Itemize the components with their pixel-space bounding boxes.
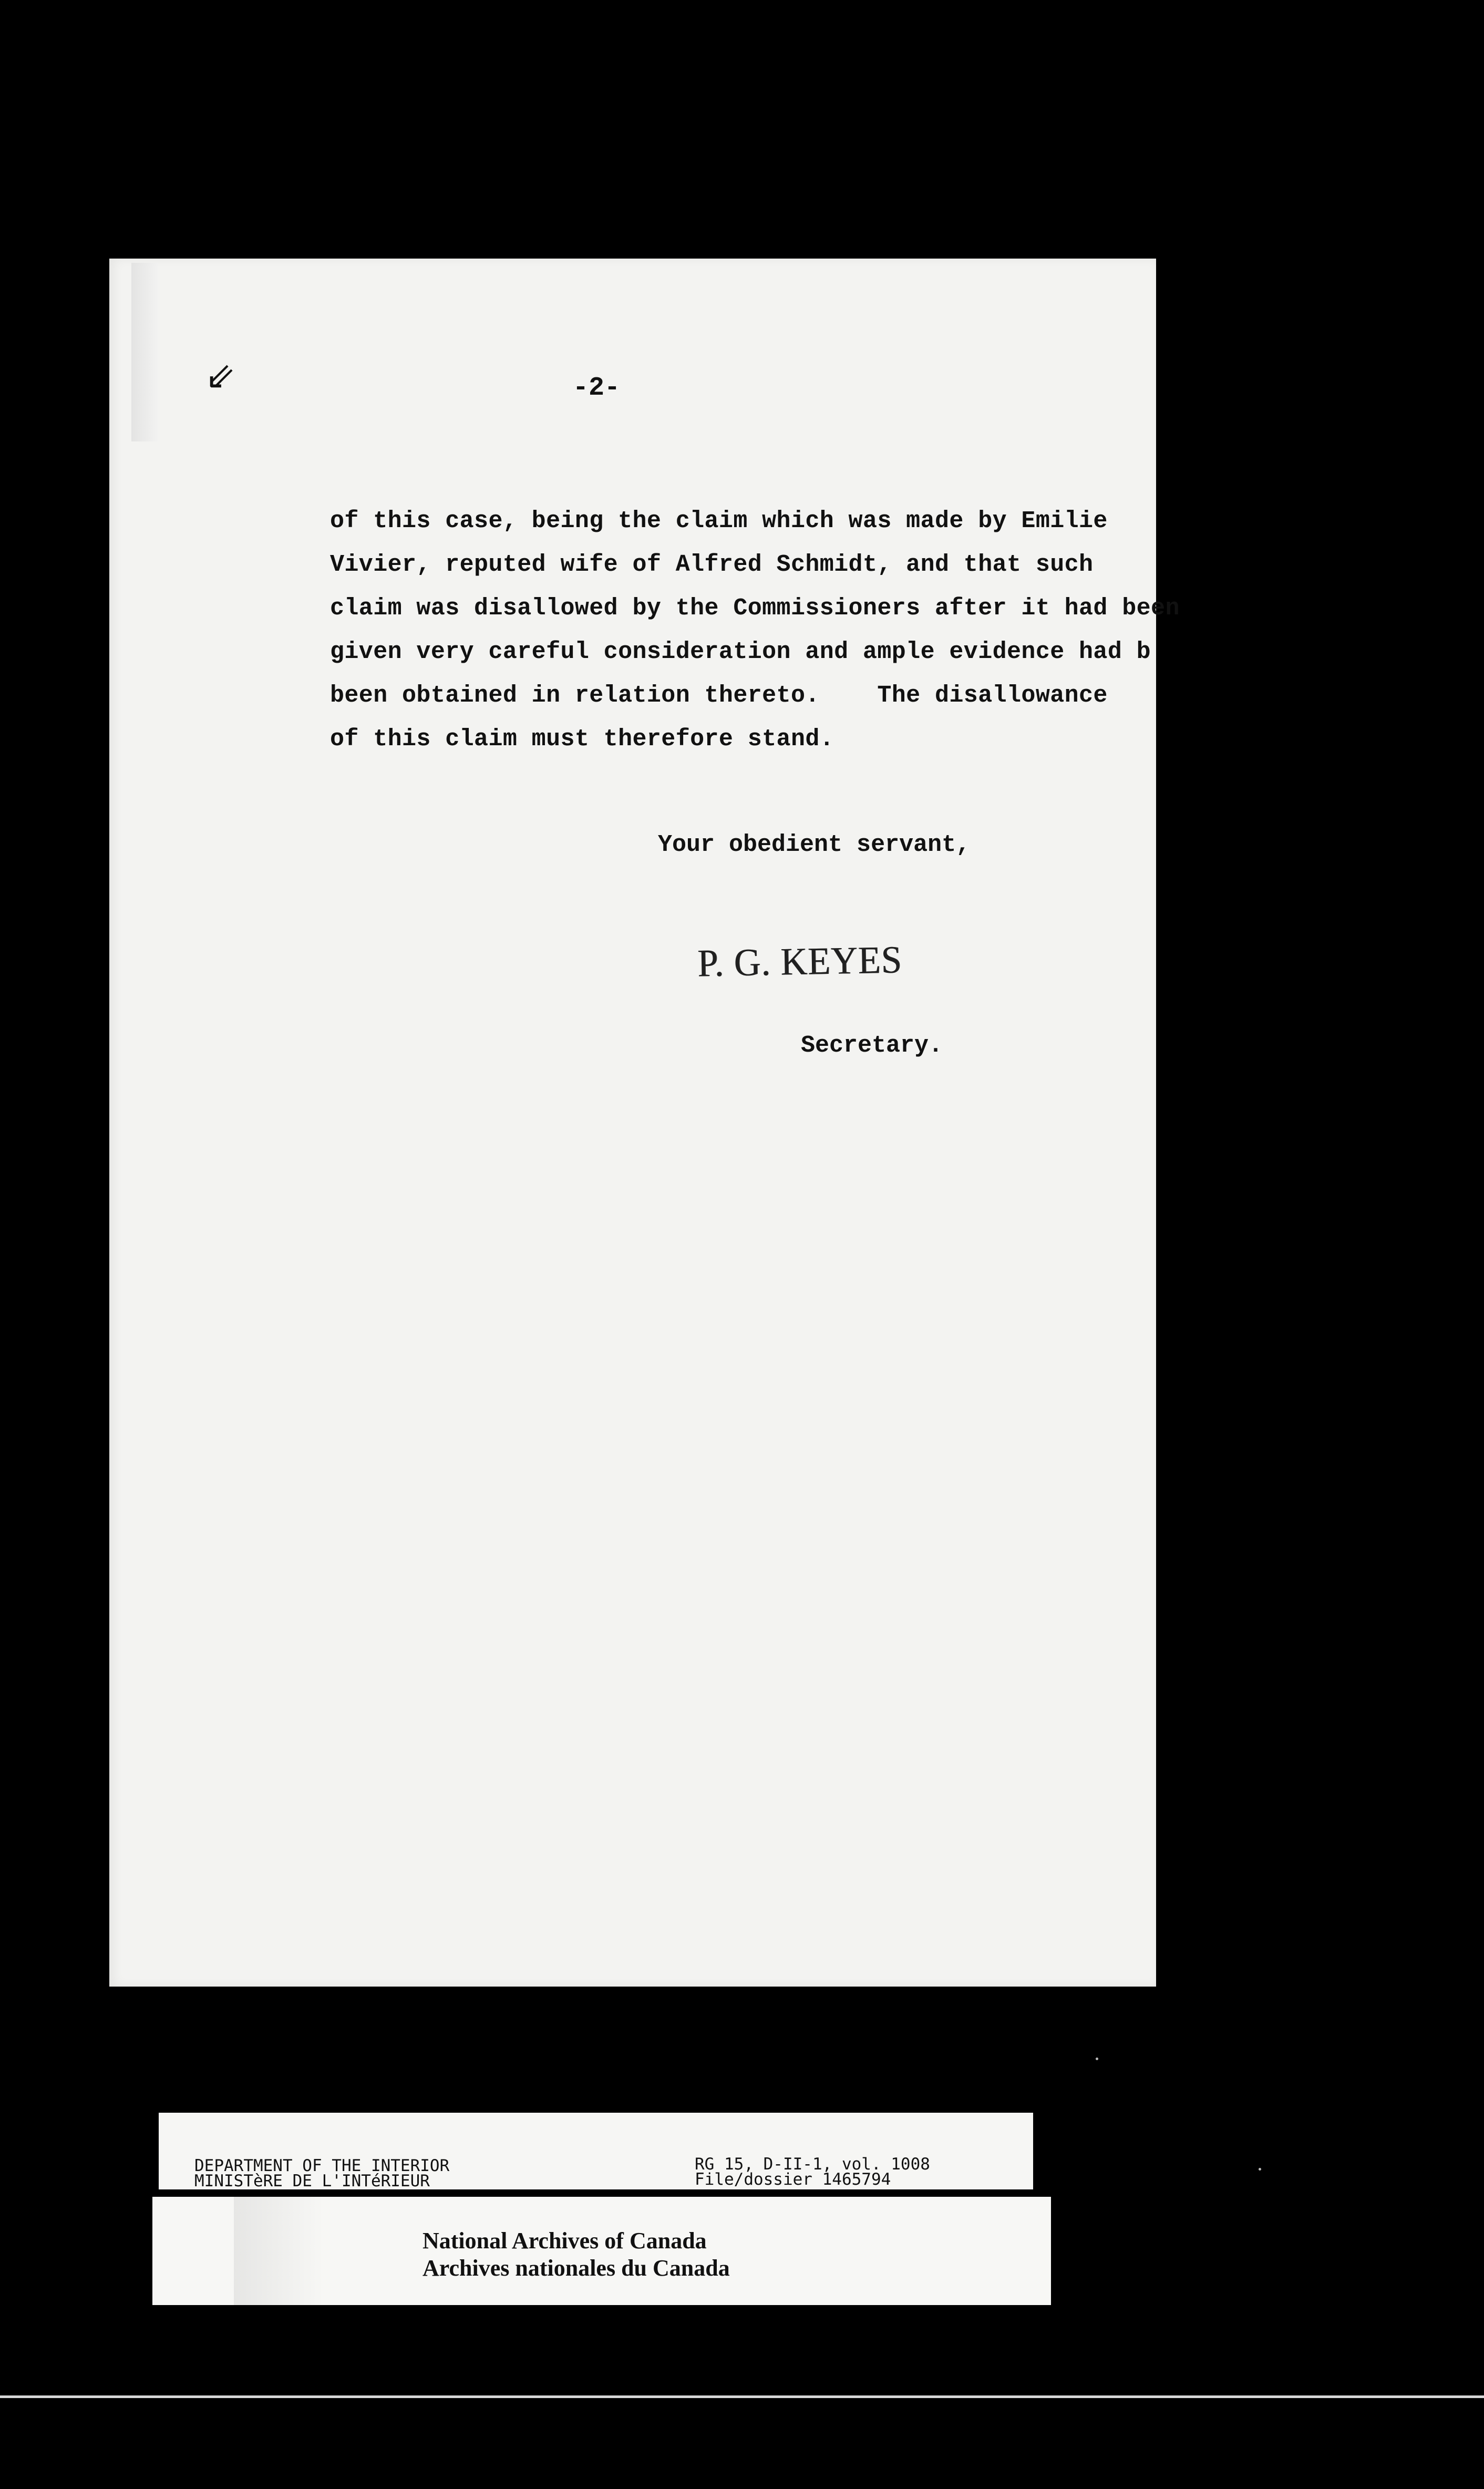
department-line-1: DEPARTMENT OF THE INTERIOR: [194, 2156, 450, 2175]
archive-reference-label: [159, 2113, 1033, 2189]
archive-name-lines: [422, 2227, 730, 2282]
body-line-6: of this claim must therefore stand.: [330, 726, 834, 753]
letter-closing: Your obedient servant,: [658, 831, 971, 858]
national-archives-label: [152, 2197, 1051, 2305]
signature-title: Secretary.: [801, 1032, 943, 1059]
body-line-2: Vivier, reputed wife of Alfred Schmidt, and that such: [330, 551, 1094, 578]
letter-body: [330, 499, 1180, 761]
scan-speck: [1259, 2168, 1261, 2171]
department-lines: [194, 2158, 449, 2189]
body-line-3: claim was disallowed by the Commissioners after it had been: [330, 595, 1180, 622]
reference-lines: [695, 2157, 930, 2187]
label-shadow: [234, 2197, 323, 2305]
archive-name-english: National Archives of Canada: [422, 2228, 707, 2254]
reference-line-1: RG 15, D-II-1, vol. 1008: [695, 2155, 930, 2174]
archive-name-french: Archives nationales du Canada: [422, 2255, 730, 2281]
body-line-4: given very careful consideration and ample evidence had b: [330, 639, 1151, 665]
page-number: -2-: [573, 373, 621, 403]
signature-stamp: P. G. KEYES: [697, 938, 903, 985]
scan-speck: [1096, 2058, 1098, 2060]
handwritten-margin-mark: ⇙: [205, 354, 236, 397]
department-line-2: MINISTèRE DE L'INTéRIEUR: [194, 2172, 430, 2190]
body-line-1: of this case, being the claim which was made by Emilie: [330, 508, 1108, 534]
paper-left-edge-fold: [131, 263, 158, 441]
reference-line-2: File/dossier 1465794: [695, 2170, 891, 2189]
scan-bottom-rule: [0, 2395, 1484, 2398]
body-line-5: been obtained in relation thereto. The disallowance: [330, 682, 1108, 709]
